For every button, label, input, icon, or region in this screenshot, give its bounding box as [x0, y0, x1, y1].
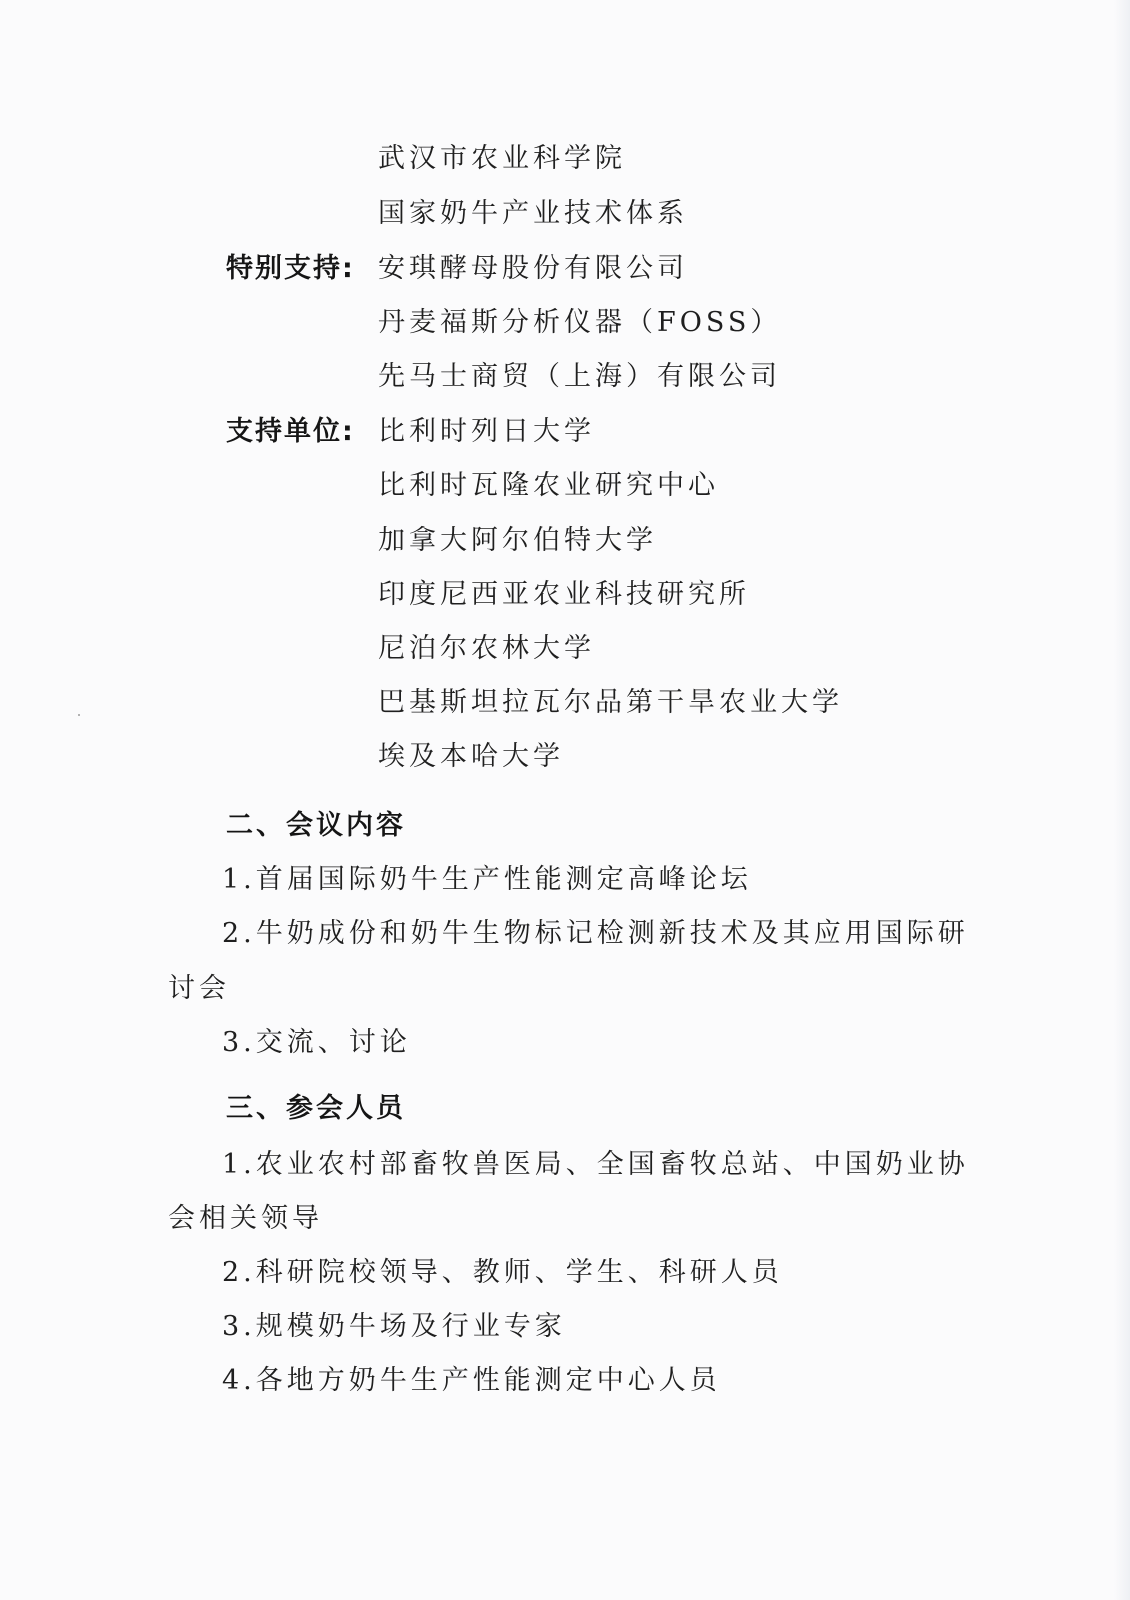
section-3-item-continuation: 会相关领导 — [168, 1203, 323, 1234]
section-2-heading: 二、会议内容 — [226, 810, 406, 841]
section-2-item: 2.牛奶成份和奶牛生物标记检测新技术及其应用国际研 — [222, 918, 969, 949]
supporting-unit-item: 尼泊尔农林大学 — [378, 633, 595, 664]
section-3-item: 3.规模奶牛场及行业专家 — [222, 1311, 566, 1342]
supporting-unit-item: 加拿大阿尔伯特大学 — [378, 525, 657, 556]
section-3-item: 4.各地方奶牛生产性能测定中心人员 — [222, 1365, 721, 1396]
section-3-item: 2.科研院校领导、教师、学生、科研人员 — [222, 1257, 783, 1288]
scan-edge-shadow — [1114, 0, 1130, 1600]
supporting-unit-item: 埃及本哈大学 — [378, 741, 564, 772]
supporting-unit-item: 印度尼西亚农业科技研究所 — [378, 579, 750, 610]
scan-speck — [78, 714, 80, 716]
supporting-unit-item: 比利时列日大学 — [378, 416, 595, 447]
section-2-item-continuation: 讨会 — [168, 973, 230, 1004]
organizer-item: 武汉市农业科学院 — [378, 143, 626, 174]
special-support-item: 先马士商贸（上海）有限公司 — [378, 361, 781, 392]
special-support-item: 丹麦福斯分析仪器（FOSS） — [378, 307, 782, 338]
special-support-item: 安琪酵母股份有限公司 — [378, 253, 688, 284]
section-3-item: 1.农业农村部畜牧兽医局、全国畜牧总站、中国奶业协 — [222, 1149, 969, 1180]
special-support-label: 特别支持: — [226, 253, 355, 284]
organizer-item: 国家奶牛产业技术体系 — [378, 198, 688, 229]
section-2-item: 1.首届国际奶牛生产性能测定高峰论坛 — [222, 864, 752, 895]
supporting-unit-item: 巴基斯坦拉瓦尔品第干旱农业大学 — [378, 687, 843, 718]
supporting-units-label: 支持单位: — [226, 416, 355, 447]
section-2-item: 3.交流、讨论 — [222, 1027, 411, 1058]
supporting-unit-item: 比利时瓦隆农业研究中心 — [378, 470, 719, 501]
section-3-heading: 三、参会人员 — [226, 1093, 406, 1124]
